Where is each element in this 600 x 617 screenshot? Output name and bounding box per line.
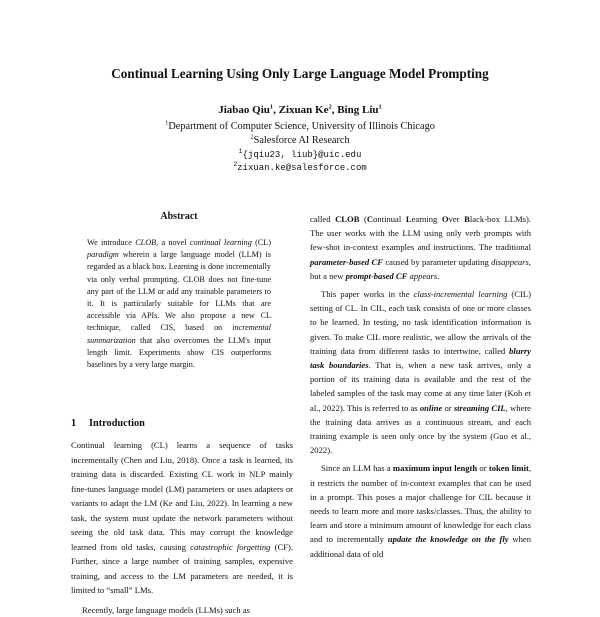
text-run: maximum input length [393, 463, 477, 473]
text-run: catastrophic forgetting [190, 542, 270, 552]
text-run: Recently, large language models (LLMs) such as [82, 605, 250, 615]
text-run: (CIL) setting of CL. In CIL, each task consists of one or more classes to be learned. In testing, no task identification information is given. To make CIL more realistic, we allow the arrivals of the training data from different tasks to intertwine, called [310, 289, 531, 356]
text-run: (CF). Further, since a large number of training samples, expensive training, and access to the LM parameters are needed, it is limited to “small” LMs. [71, 542, 293, 596]
affiliation-marker: 1 [379, 103, 382, 110]
text-run: update the knowledge on the fly [388, 534, 509, 544]
text-run: paradigm [87, 250, 119, 259]
text-run: This paper works in the [321, 289, 414, 299]
section-number: 1 [71, 418, 89, 429]
text-run: C [367, 214, 373, 224]
text-run: . [437, 271, 439, 281]
text-run: ontinual [373, 214, 406, 224]
text-run: , it restricts the number of in-context examples that can be used in a prompt. This poses a major challenge for CIL because it needs to learn more and more tasks/classes. Thus, the ability to learn and store a minimum amount of knowledge for each class and to incrementally [310, 463, 531, 544]
text-run: blurry task boundaries [310, 346, 531, 370]
text-run: ( [359, 214, 366, 224]
text-run: CLOB [335, 214, 359, 224]
text-run: or [442, 403, 454, 413]
affiliation-marker: 2 [233, 161, 237, 168]
email-1 [0, 150, 600, 160]
affiliation-2 [0, 135, 600, 146]
text-run: when additional data of old [310, 534, 531, 558]
text-run: continual learning [190, 238, 252, 247]
text-run: wherein a large language model (LLM) is regarded as a black box. Learning is done incrementally via only verbal prompting. CLOB does not fine-tune any part of the LLM or add any trainable parameters to it. It is particularly suitable for LLMs that are accessible via APIs. We also propose a new CL technique, called CIS, based on [87, 250, 271, 332]
text-run: online [420, 403, 442, 413]
text-run: disappears [491, 257, 529, 267]
authors [0, 104, 600, 116]
author-separator: , [273, 104, 279, 116]
text-run: O [442, 214, 449, 224]
email-text: {jqiu23, liub}@uic.edu [243, 150, 362, 160]
text-run: incremental summarization [87, 323, 271, 344]
affiliation-marker: 2 [250, 134, 253, 141]
author-separator: , [332, 104, 338, 116]
author-name: Bing Liu [337, 104, 378, 116]
paragraph [71, 438, 293, 598]
affiliation-marker: 1 [165, 120, 168, 127]
right-column-body [310, 212, 531, 561]
affiliation-1 [0, 121, 600, 132]
paragraph [310, 212, 531, 283]
text-run: lack-box LLMs). The user works with the LLM using only verb prompts with few-shot in-context examples and instructions. The traditional [310, 214, 531, 252]
email-text: zixuan.ke@salesforce.com [237, 163, 367, 173]
left-column-body [71, 438, 293, 617]
text-run: parameter-based CF [310, 257, 383, 267]
text-run: Since an LLM has a [321, 463, 393, 473]
text-run: . That is, when a new task arrives, only a portion of its training data is available and the rest of the labeled samples of the task may come at any time later (Koh et al., 2022). This is referred to as [310, 360, 531, 413]
text-run: We introduce [87, 238, 135, 247]
section-heading [71, 418, 145, 429]
text-run: , a novel [156, 238, 190, 247]
abstract-body [87, 237, 271, 371]
text-run: earning [412, 214, 442, 224]
affiliation-text: Salesforce AI Research [254, 135, 350, 146]
author-name: Jiabao Qiu [218, 104, 270, 116]
text-run: , where the training data arrives as a continuous stream, and each training example is seen only once by the system (Guo et al., 2022). [310, 403, 531, 456]
text-run: called [310, 214, 335, 224]
text-run: L [406, 214, 412, 224]
text-run: or [477, 463, 489, 473]
text-run: ver [449, 214, 465, 224]
text-run: prompt-based CF [346, 271, 408, 281]
text-run: caused by parameter updating [383, 257, 491, 267]
paper-title: Continual Learning Using Only Large Language Model Prompting [0, 66, 600, 82]
text-run: B [464, 214, 470, 224]
text-run: streaming CIL [454, 403, 506, 413]
text-run: appears [407, 271, 437, 281]
text-run: that also overcomes the LLM's input length limit. Experiments show CIS outperforms baselines by a very large margin. [87, 336, 271, 369]
affiliation-text: Department of Computer Science, University of Illinois Chicago [168, 121, 435, 132]
paragraph [310, 287, 531, 457]
affiliation-marker: 1 [270, 103, 273, 110]
text-run: , but a new [310, 257, 531, 281]
abstract-heading: Abstract [87, 211, 271, 222]
text-run: token limit [489, 463, 529, 473]
text-run: Continual learning (CL) learns a sequence of tasks incrementally (Chen and Liu, 2018). Once a task is learned, its training data is discarded. Existing CL work in NLP mainly fine-tunes language model (LM) parameters or uses adapters or variants to adapt the LM (Ke and Liu, 2022). In learning a new task, the system must update the network parameters without seeing the old task data. This may corrupt the knowledge learned from old tasks, causing [71, 440, 293, 552]
email-2 [0, 163, 600, 173]
paragraph [71, 603, 293, 617]
affiliation-marker: 2 [328, 103, 331, 110]
text-run: class-incremental learning [414, 289, 508, 299]
paragraph [310, 461, 531, 560]
text-run: (CL) [252, 238, 271, 247]
text-run: CLOB [135, 238, 156, 247]
affiliation-marker: 1 [239, 148, 243, 155]
author-name: Zixuan Ke [279, 104, 329, 116]
section-title: Introduction [89, 418, 145, 429]
